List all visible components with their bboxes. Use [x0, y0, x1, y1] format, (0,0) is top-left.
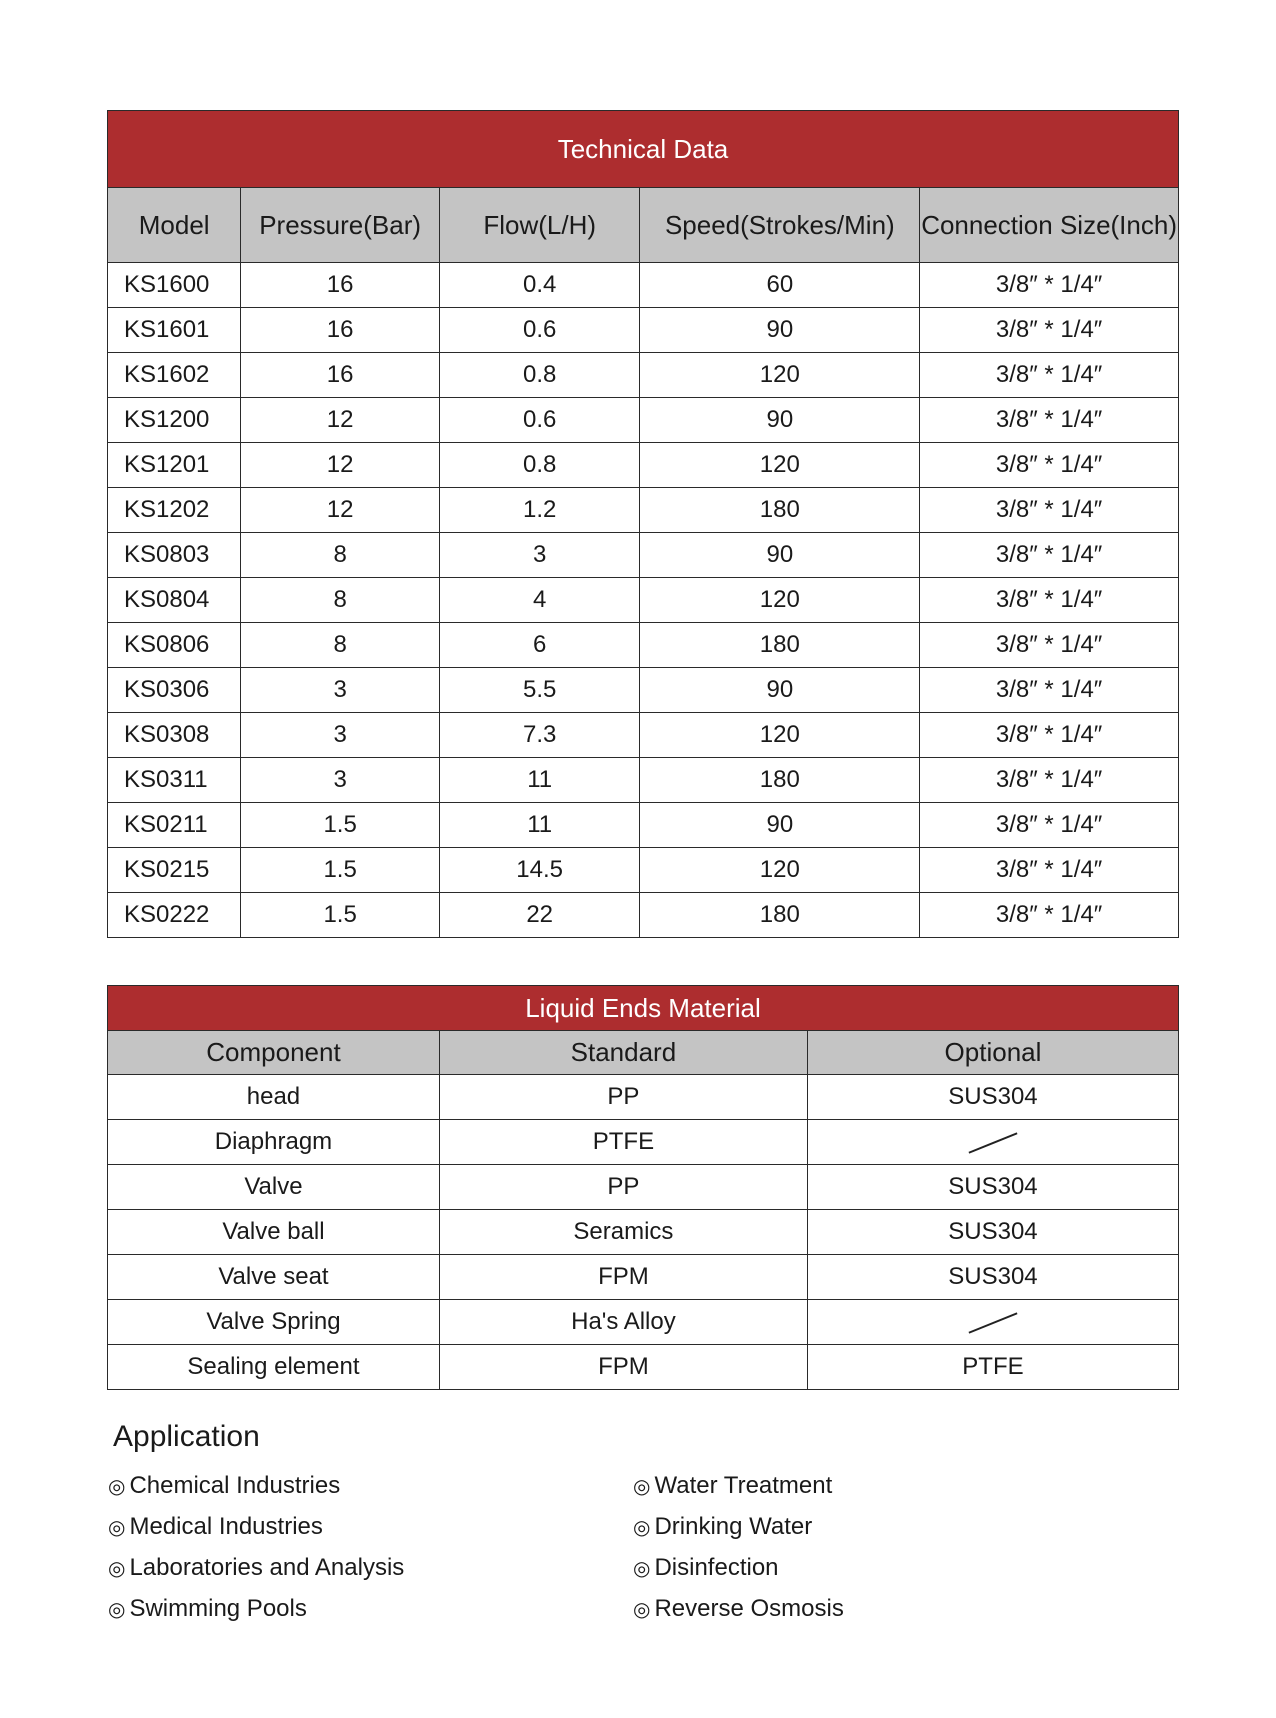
table-row	[108, 893, 1179, 938]
table-cell: 6	[439, 623, 640, 668]
bullet-circle-icon: ◎	[108, 1599, 126, 1621]
bullet-circle-icon: ◎	[633, 1599, 651, 1621]
table-cell: 11	[439, 803, 640, 848]
table-row	[108, 1210, 1179, 1255]
application-label: Swimming Pools	[129, 1595, 307, 1622]
table-cell: head	[108, 1075, 440, 1120]
table-cell: 0.8	[439, 443, 640, 488]
table-cell: Valve Spring	[108, 1300, 440, 1345]
table-cell: KS1600	[108, 263, 241, 308]
table-cell: 3	[241, 758, 440, 803]
table-row	[108, 1345, 1179, 1390]
table-cell: 0.6	[439, 308, 640, 353]
application-item	[108, 1511, 404, 1552]
table-cell: 16	[241, 353, 440, 398]
table-cell: Valve ball	[108, 1210, 440, 1255]
table-cell: PP	[439, 1165, 807, 1210]
table-row	[108, 1300, 1179, 1345]
table-cell: 3/8″ * 1/4″	[920, 578, 1179, 623]
table-cell: 120	[640, 443, 920, 488]
application-item	[633, 1511, 844, 1552]
table-cell: 180	[640, 488, 920, 533]
table-cell: KS0308	[108, 713, 241, 758]
table-cell: 3/8″ * 1/4″	[920, 533, 1179, 578]
application-item	[633, 1593, 844, 1634]
table-cell: KS0211	[108, 803, 241, 848]
table-cell: 3/8″ * 1/4″	[920, 263, 1179, 308]
table-cell: 3/8″ * 1/4″	[920, 803, 1179, 848]
column-header: Model	[108, 188, 241, 263]
table-cell: 3/8″ * 1/4″	[920, 848, 1179, 893]
table-cell: Sealing element	[108, 1345, 440, 1390]
table-cell: 3/8″ * 1/4″	[920, 713, 1179, 758]
table-row	[108, 1120, 1179, 1165]
column-header: Speed(Strokes/Min)	[640, 188, 920, 263]
table-cell: Valve	[108, 1165, 440, 1210]
table-cell: 3/8″ * 1/4″	[920, 758, 1179, 803]
table-cell	[807, 1300, 1178, 1345]
table-cell: 1.2	[439, 488, 640, 533]
table-cell: 14.5	[439, 848, 640, 893]
table-cell: KS1201	[108, 443, 241, 488]
bullet-circle-icon: ◎	[633, 1476, 651, 1498]
column-header: Pressure(Bar)	[241, 188, 440, 263]
table-row	[108, 758, 1179, 803]
table-row	[108, 488, 1179, 533]
application-item	[633, 1552, 844, 1593]
table-cell: 4	[439, 578, 640, 623]
table-cell: 0.6	[439, 398, 640, 443]
application-title: Application	[113, 1420, 260, 1453]
table-cell: 3/8″ * 1/4″	[920, 308, 1179, 353]
table-cell: 180	[640, 893, 920, 938]
table-cell: 1.5	[241, 893, 440, 938]
table-cell: 180	[640, 758, 920, 803]
table-row	[108, 263, 1179, 308]
technical-data-table	[107, 110, 1179, 938]
application-label: Water Treatment	[654, 1472, 833, 1499]
column-header: Standard	[439, 1031, 807, 1075]
table-cell: 120	[640, 578, 920, 623]
table-cell: Diaphragm	[108, 1120, 440, 1165]
table-cell: SUS304	[807, 1255, 1178, 1300]
table-cell: PTFE	[807, 1345, 1178, 1390]
not-applicable-slash-icon	[968, 1312, 1017, 1333]
column-header: Component	[108, 1031, 440, 1075]
table-cell: KS1202	[108, 488, 241, 533]
not-applicable-slash-icon	[968, 1132, 1017, 1153]
table-cell: 1.5	[241, 848, 440, 893]
column-header: Optional	[807, 1031, 1178, 1075]
application-label: Laboratories and Analysis	[129, 1554, 405, 1581]
liquid-ends-title: Liquid Ends Material	[108, 986, 1179, 1031]
table-cell: SUS304	[807, 1075, 1178, 1120]
application-label: Disinfection	[654, 1554, 779, 1581]
table-cell: KS1602	[108, 353, 241, 398]
table-cell: 5.5	[439, 668, 640, 713]
table-cell: KS0311	[108, 758, 241, 803]
table-cell: KS1601	[108, 308, 241, 353]
table-row	[108, 533, 1179, 578]
table-cell: 3	[241, 668, 440, 713]
table-cell: 120	[640, 848, 920, 893]
table-cell: 90	[640, 803, 920, 848]
table-row	[108, 803, 1179, 848]
application-item	[108, 1593, 404, 1634]
table-row	[108, 398, 1179, 443]
table-cell: PTFE	[439, 1120, 807, 1165]
table-cell: 12	[241, 488, 440, 533]
table-cell: Valve seat	[108, 1255, 440, 1300]
table-cell: 3/8″ * 1/4″	[920, 398, 1179, 443]
bullet-circle-icon: ◎	[633, 1558, 651, 1580]
table-cell: 90	[640, 398, 920, 443]
table-row	[108, 1255, 1179, 1300]
application-label: Chemical Industries	[129, 1472, 341, 1499]
table-cell	[807, 1120, 1178, 1165]
table-row	[108, 713, 1179, 758]
application-list-right	[633, 1470, 844, 1634]
table-cell: 16	[241, 308, 440, 353]
table-cell: 120	[640, 713, 920, 758]
table-cell: KS1200	[108, 398, 241, 443]
table-row	[108, 623, 1179, 668]
table-cell: 3/8″ * 1/4″	[920, 443, 1179, 488]
table-cell: FPM	[439, 1345, 807, 1390]
column-header: Connection Size(Inch)	[920, 188, 1179, 263]
table-cell: 3/8″ * 1/4″	[920, 668, 1179, 713]
table-cell: 7.3	[439, 713, 640, 758]
table-cell: 60	[640, 263, 920, 308]
application-list-left	[108, 1470, 404, 1634]
table-row	[108, 848, 1179, 893]
table-cell: 90	[640, 668, 920, 713]
bullet-circle-icon: ◎	[108, 1517, 126, 1539]
bullet-circle-icon: ◎	[108, 1476, 126, 1498]
table-row	[108, 1165, 1179, 1210]
table-cell: 8	[241, 623, 440, 668]
table-cell: KS0803	[108, 533, 241, 578]
table-cell: 3	[439, 533, 640, 578]
table-cell: 0.4	[439, 263, 640, 308]
table-cell: KS0804	[108, 578, 241, 623]
table-cell: 3/8″ * 1/4″	[920, 353, 1179, 398]
column-header: Flow(L/H)	[439, 188, 640, 263]
table-cell: 120	[640, 353, 920, 398]
table-row	[108, 308, 1179, 353]
bullet-circle-icon: ◎	[108, 1558, 126, 1580]
table-row	[108, 353, 1179, 398]
application-label: Reverse Osmosis	[654, 1595, 844, 1622]
table-cell: 16	[241, 263, 440, 308]
table-cell: PP	[439, 1075, 807, 1120]
table-cell: FPM	[439, 1255, 807, 1300]
table-cell: SUS304	[807, 1210, 1178, 1255]
table-cell: Seramics	[439, 1210, 807, 1255]
table-cell: 8	[241, 578, 440, 623]
application-item	[108, 1552, 404, 1593]
application-label: Medical Industries	[129, 1513, 323, 1540]
liquid-ends-material-table	[107, 985, 1179, 1390]
table-cell: KS0806	[108, 623, 241, 668]
table-row	[108, 578, 1179, 623]
bullet-circle-icon: ◎	[633, 1517, 651, 1539]
table-cell: 22	[439, 893, 640, 938]
application-item	[633, 1470, 844, 1511]
table-cell: 90	[640, 533, 920, 578]
table-cell: 3/8″ * 1/4″	[920, 893, 1179, 938]
table-cell: Ha's Alloy	[439, 1300, 807, 1345]
table-cell: 8	[241, 533, 440, 578]
application-item	[108, 1470, 404, 1511]
table-cell: 3/8″ * 1/4″	[920, 488, 1179, 533]
table-row	[108, 443, 1179, 488]
table-cell: 3	[241, 713, 440, 758]
table-cell: 3/8″ * 1/4″	[920, 623, 1179, 668]
table-cell: SUS304	[807, 1165, 1178, 1210]
table-cell: 12	[241, 398, 440, 443]
table-row	[108, 668, 1179, 713]
table-cell: KS0215	[108, 848, 241, 893]
table-row	[108, 1075, 1179, 1120]
table-cell: KS0306	[108, 668, 241, 713]
table-cell: 90	[640, 308, 920, 353]
application-label: Drinking Water	[654, 1513, 813, 1540]
table-cell: KS0222	[108, 893, 241, 938]
technical-data-title: Technical Data	[108, 111, 1179, 188]
table-cell: 180	[640, 623, 920, 668]
table-cell: 1.5	[241, 803, 440, 848]
table-cell: 11	[439, 758, 640, 803]
table-cell: 0.8	[439, 353, 640, 398]
table-cell: 12	[241, 443, 440, 488]
